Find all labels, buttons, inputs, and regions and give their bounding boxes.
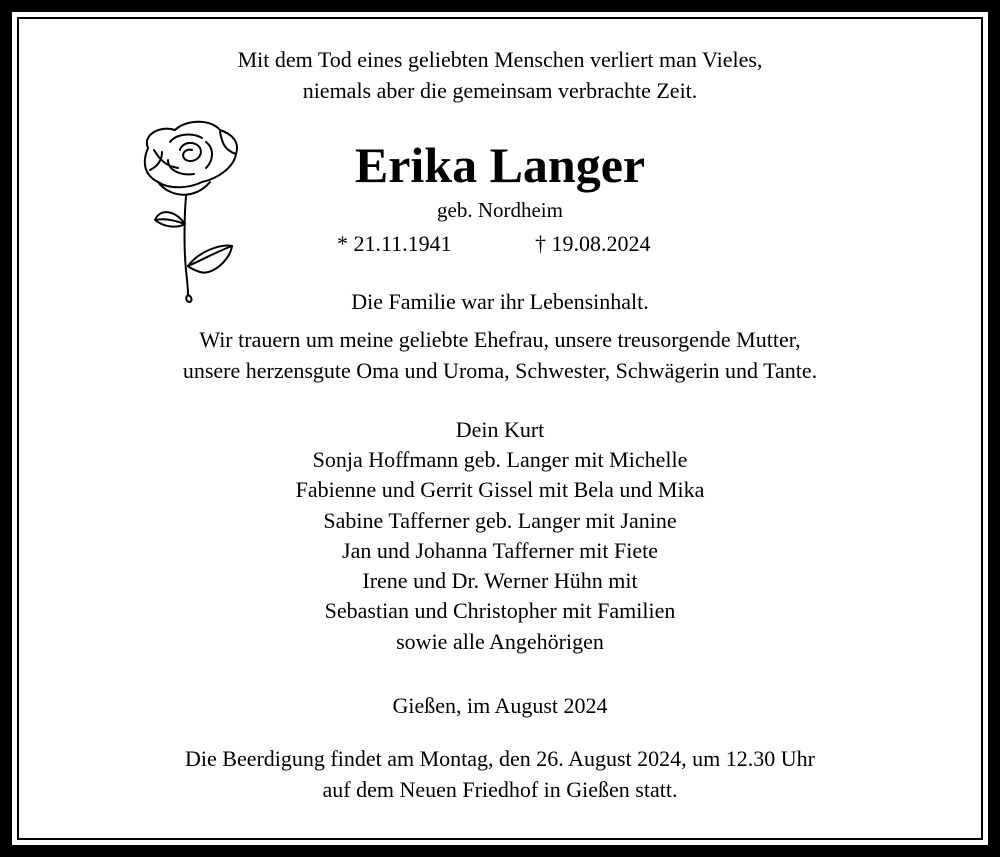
mourner-6: Irene und Dr. Werner Hühn mit <box>362 568 638 593</box>
mourner-5: Jan und Johanna Tafferner mit Fiete <box>342 538 658 563</box>
funeral-line-1: Die Beerdigung findet am Montag, den 26. August 2024, um 12.30 Uhr <box>185 746 815 771</box>
death-date: † 19.08.2024 <box>535 231 651 256</box>
family-statement: Die Familie war ihr Lebensinhalt. <box>351 289 649 314</box>
deceased-name: Erika Langer <box>354 137 646 193</box>
maiden-name: geb. Nordheim <box>437 198 563 222</box>
place-and-date: Gießen, im August 2024 <box>392 693 608 718</box>
mourner-2: Sonja Hoffmann geb. Langer mit Michelle <box>312 447 688 472</box>
quote-line-1: Mit dem Tod eines geliebten Menschen verliert man Vieles, <box>237 47 763 72</box>
mourner-3: Fabienne und Gerrit Gissel mit Bela und Mika <box>295 477 705 502</box>
birth-date: * 21.11.1941 <box>337 231 452 256</box>
mourning-line-2: unsere herzensgute Oma und Uroma, Schwester, Schwägerin und Tante. <box>182 358 818 383</box>
mourning-line-1: Wir trauern um meine geliebte Ehefrau, unsere treusorgende Mutter, <box>199 327 801 352</box>
mourner-8: sowie alle Angehörigen <box>396 629 604 654</box>
quote-line-2: niemals aber die gemeinsam verbrachte Zeit. <box>302 78 698 103</box>
mourner-7: Sebastian und Christopher mit Familien <box>324 598 676 623</box>
mourner-1: Dein Kurt <box>455 417 545 442</box>
mourner-4: Sabine Tafferner geb. Langer mit Janine <box>323 508 677 533</box>
funeral-line-2: auf dem Neuen Friedhof in Gießen statt. <box>322 777 678 802</box>
